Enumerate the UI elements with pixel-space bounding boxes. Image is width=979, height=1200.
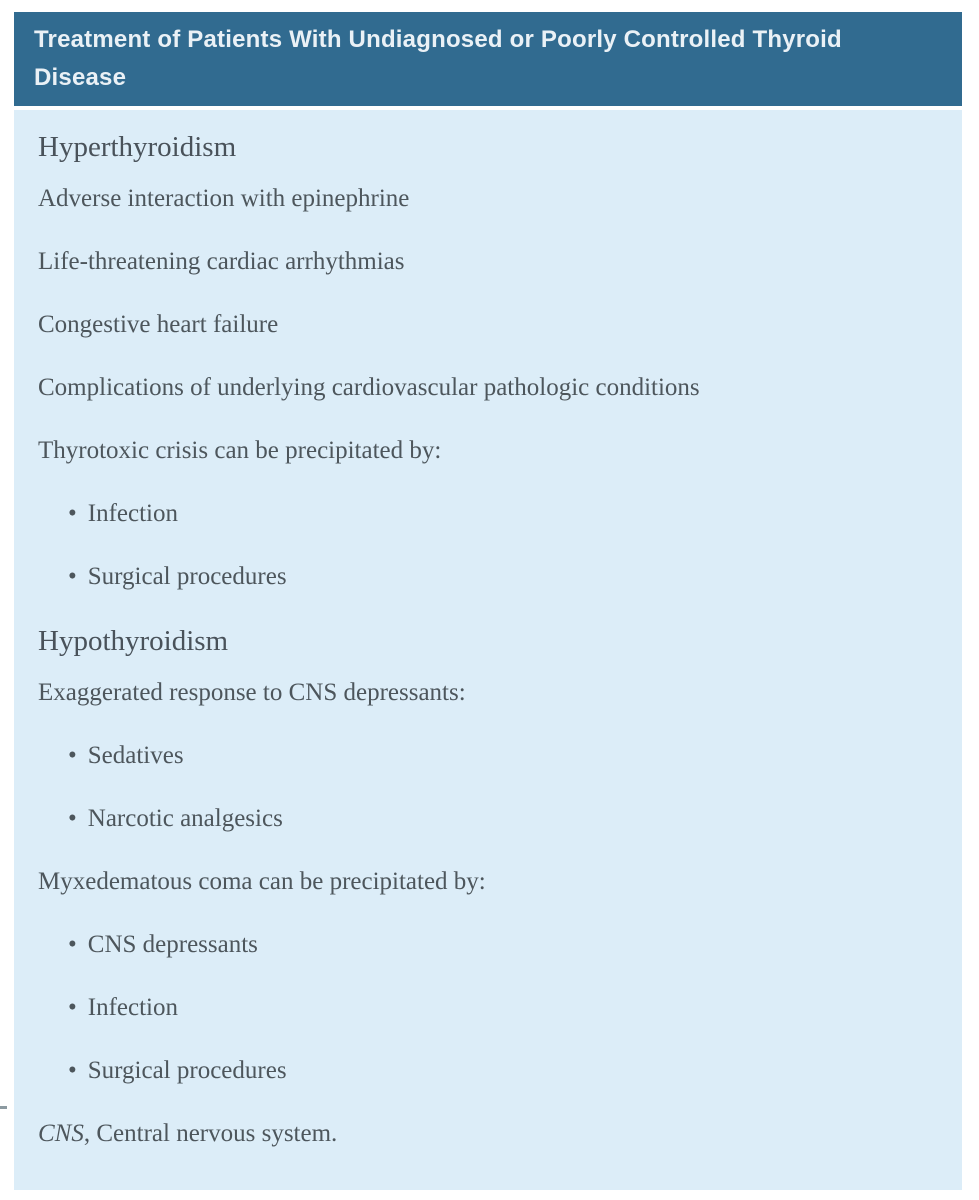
section-heading-hypothyroidism: Hypothyroidism <box>38 625 229 657</box>
list-item: Exaggerated response to CNS depressants: <box>38 679 466 706</box>
bullet-item: • Surgical procedures <box>38 1054 938 1087</box>
table-title-line-2: Disease <box>34 64 127 91</box>
bullet-item: • Narcotic analgesics <box>38 802 938 835</box>
table-header <box>14 12 962 106</box>
bullet-item: • Surgical procedures <box>38 560 938 593</box>
bullet-item: • Infection <box>38 497 938 530</box>
list-item: Myxedematous coma can be precipitated by: <box>38 868 486 895</box>
thyroid-disease-table <box>14 12 962 1190</box>
table-title-line-1: Treatment of Patients With Undiagnosed or Poorly Controlled Thyroid <box>34 26 842 53</box>
list-item: Congestive heart failure <box>38 311 279 338</box>
footnote-abbreviation: CNS <box>38 1120 84 1147</box>
table-body <box>14 110 962 1190</box>
list-item: Adverse interaction with epinephrine <box>38 185 410 212</box>
footnote <box>38 1117 938 1150</box>
left-edge-artifact <box>0 1106 7 1109</box>
section-heading-hyperthyroidism: Hyperthyroidism <box>38 131 237 163</box>
list-item: Complications of underlying cardiovascular pathologic conditions <box>38 374 700 401</box>
bullet-item: • CNS depressants <box>38 928 938 961</box>
list-item: Life-threatening cardiac arrhythmias <box>38 248 405 275</box>
list-item: Thyrotoxic crisis can be precipitated by: <box>38 437 442 464</box>
bullet-item: • Sedatives <box>38 739 938 772</box>
footnote-text: , Central nervous system. <box>83 1120 338 1147</box>
bullet-item: • Infection <box>38 991 938 1024</box>
